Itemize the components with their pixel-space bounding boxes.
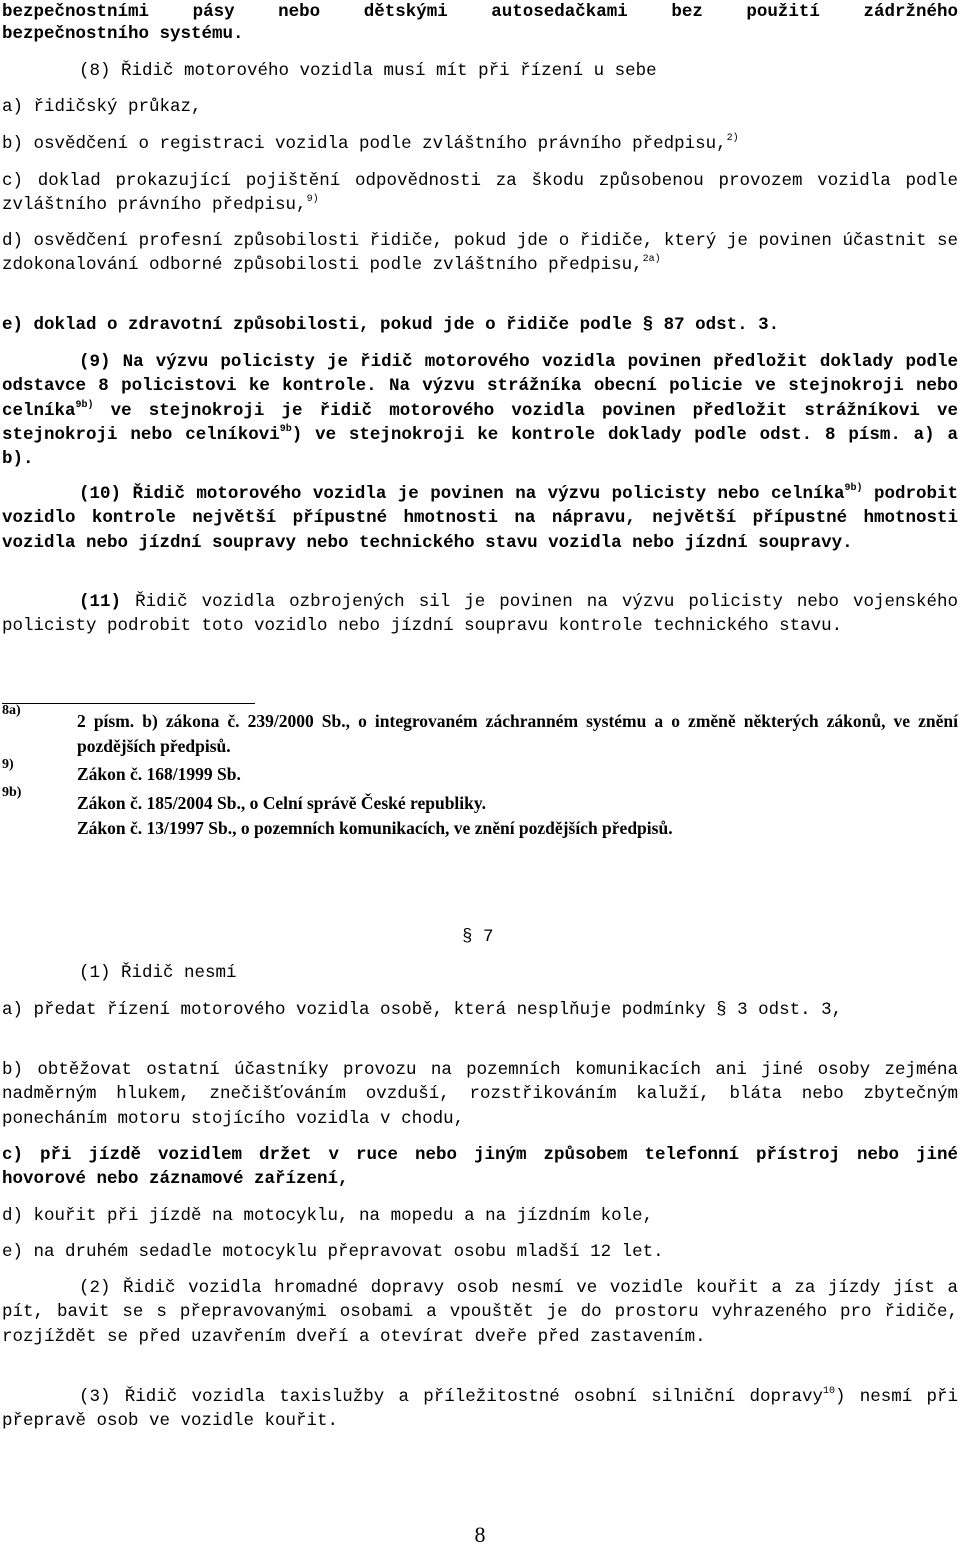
footnote-mark-9: 9) xyxy=(2,757,14,772)
footnote-13-1997-text: Zákon č. 13/1997 Sb., o pozemních komunikacích, ve znění pozdějších předpisů. xyxy=(77,818,673,838)
footnote-mark-8a: 8a) xyxy=(2,703,21,718)
section-7-p3-text-1: (3) Řidič vozidla taxislužby a příležitostné osobní silniční dopravy xyxy=(79,1387,823,1407)
section-7-item-a-text: a) předat řízení motorového vozidla osobě, která nesplňuje podmínky § 3 odst. 3, xyxy=(2,1000,843,1020)
paragraph-10-text-2: podrobit vozidlo kontrole největší přípustné hmotnosti na nápravu, největší přípustné hmotnosti vozidla nebo jízdní soupravy nebo technického stavu vozidla nebo jízdní soupravy. xyxy=(2,484,958,553)
paragraph-8-intro-text: (8) Řidič motorového vozidla musí mít při řízení u sebe xyxy=(79,61,657,81)
section-7-item-e xyxy=(2,1240,958,1264)
paragraph-8-item-c xyxy=(2,169,958,218)
paragraph-9 xyxy=(2,350,958,471)
paragraph-11-text: Řidič vozidla ozbrojených sil je povinen na výzvu policisty nebo vojenského policisty podrobit toto vozidlo nebo jízdní soupravu kontrole technického stavu. xyxy=(2,592,958,637)
footnote-ref: 10 xyxy=(822,1386,835,1398)
section-7-item-b xyxy=(2,1058,958,1131)
section-7-paragraph-1-intro xyxy=(2,961,958,985)
footnote-9b-text: Zákon č. 185/2004 Sb., o Celní správě České republiky. xyxy=(77,793,487,813)
section-7-item-c-text: c) při jízdě vozidlem držet v ruce nebo jiným způsobem telefonní přístroj nebo jiné hovorové nebo záznamové zařízení, xyxy=(2,1145,958,1190)
section-7-item-d xyxy=(2,1204,958,1228)
footnote-ref: 9b) xyxy=(844,483,863,495)
item-d-text: d) osvědčení profesní způsobilosti řidiče, pokud jde o řidiče, který je povinen účastnit se zdokonalování odborné způsobilosti podle zvláštního předpisu, xyxy=(2,231,958,276)
paragraph-9-text-1: (9) Na výzvu policisty je řidič motorového vozidla povinen předložit doklady podle odstavce 8 policistovi ke kontrole. Na výzvu strážníka obecní policie ve stejnokroji nebo celníka xyxy=(2,352,958,421)
paragraph-9-text-3: ) ve stejnokroji ke kontrole doklady podle odst. 8 písm. a) a b). xyxy=(2,424,959,470)
paragraph-10-text-1: (10) Řidič motorového vozidla je povinen na výzvu policisty nebo celníka xyxy=(79,484,845,504)
section-7-p3-text-2: ) nesmí při přepravě osob ve vozidle kouřit. xyxy=(2,1387,958,1432)
section-7-item-d-text: d) kouřit při jízdě na motocyklu, na mopedu a na jízdním kole, xyxy=(2,1206,654,1226)
paragraph-8-item-b xyxy=(2,132,958,156)
carry-over-text-2: bezpečnostního systému. xyxy=(2,24,244,44)
footnote-ref: 2a) xyxy=(642,254,661,266)
section-7-item-a xyxy=(2,998,958,1022)
carry-over-line xyxy=(2,0,958,24)
page-number: 8 xyxy=(474,1522,486,1547)
paragraph-11-number: (11) xyxy=(79,592,122,612)
paragraph-8-item-a xyxy=(2,95,958,119)
footnote-ref: 9b) xyxy=(75,399,94,411)
item-b-text: b) osvědčení o registraci vozidla podle zvláštního právního předpisu, xyxy=(2,134,727,154)
paragraph-8-intro xyxy=(2,59,958,83)
section-7-item-b-text: b) obtěžovat ostatní účastníky provozu na pozemních komunikacích ani jiné osoby zejména nadměrným hlukem, znečišťováním ovzduší, rozstřikováním kaluží, bláta nebo zbytečným ponecháním motoru stojícího vozidla v chodu, xyxy=(2,1060,958,1129)
paragraph-10 xyxy=(2,482,958,555)
carry-over-line-2 xyxy=(2,22,958,46)
footnote-9-text: Zákon č. 168/1999 Sb. xyxy=(77,764,241,784)
section-7-item-c xyxy=(2,1143,958,1192)
footnote-ref: 2) xyxy=(726,133,739,145)
section-7-paragraph-3 xyxy=(2,1385,958,1434)
paragraph-11 xyxy=(2,590,958,639)
footnote-8a-text: 2 písm. b) zákona č. 239/2000 Sb., o integrovaném záchranném systému a o změně některých zákonů, ve znění pozdějších předpisů. xyxy=(77,711,958,756)
section-7-p1-intro-text: (1) Řidič nesmí xyxy=(79,963,237,983)
paragraph-9-text-2: ve stejnokroji je řidič motorového vozidla povinen předložit strážníkovi ve stejnokroji nebo celníkovi xyxy=(2,400,958,445)
carry-over-text-1: bezpečnostními pásy nebo dětskými autosedačkami bez použití zádržného xyxy=(2,2,958,22)
paragraph-8-item-e xyxy=(2,313,958,337)
footnote-ref: 9b xyxy=(279,424,292,436)
section-heading: § 7 xyxy=(462,927,494,947)
footnote-separator xyxy=(2,703,255,704)
footnote-ref: 9) xyxy=(306,194,319,206)
section-7-paragraph-2 xyxy=(2,1276,958,1349)
item-c-text: c) doklad prokazující pojištění odpovědnosti za škodu způsobenou provozem vozidla podle zvláštního právního předpisu, xyxy=(2,171,958,216)
footnote-mark-9b: 9b) xyxy=(2,785,22,800)
section-7-p2-text: (2) Řidič vozidla hromadné dopravy osob nesmí ve vozidle kouřit a za jízdy jíst a pít, bavit se s přepravovanými osobami a vpouštět je do prostoru vyhrazeného pro řidiče, rozjíždět se před uzavřením dveří a otevírat dveře před zastavením. xyxy=(2,1278,958,1347)
section-7-item-e-text: e) na druhém sedadle motocyklu přepravovat osobu mladší 12 let. xyxy=(2,1242,664,1262)
item-e-text: e) doklad o zdravotní způsobilosti, pokud jde o řidiče podle § 87 odst. 3. xyxy=(2,315,780,335)
item-a-text: a) řidičský průkaz, xyxy=(2,97,202,117)
paragraph-8-item-d xyxy=(2,229,958,278)
